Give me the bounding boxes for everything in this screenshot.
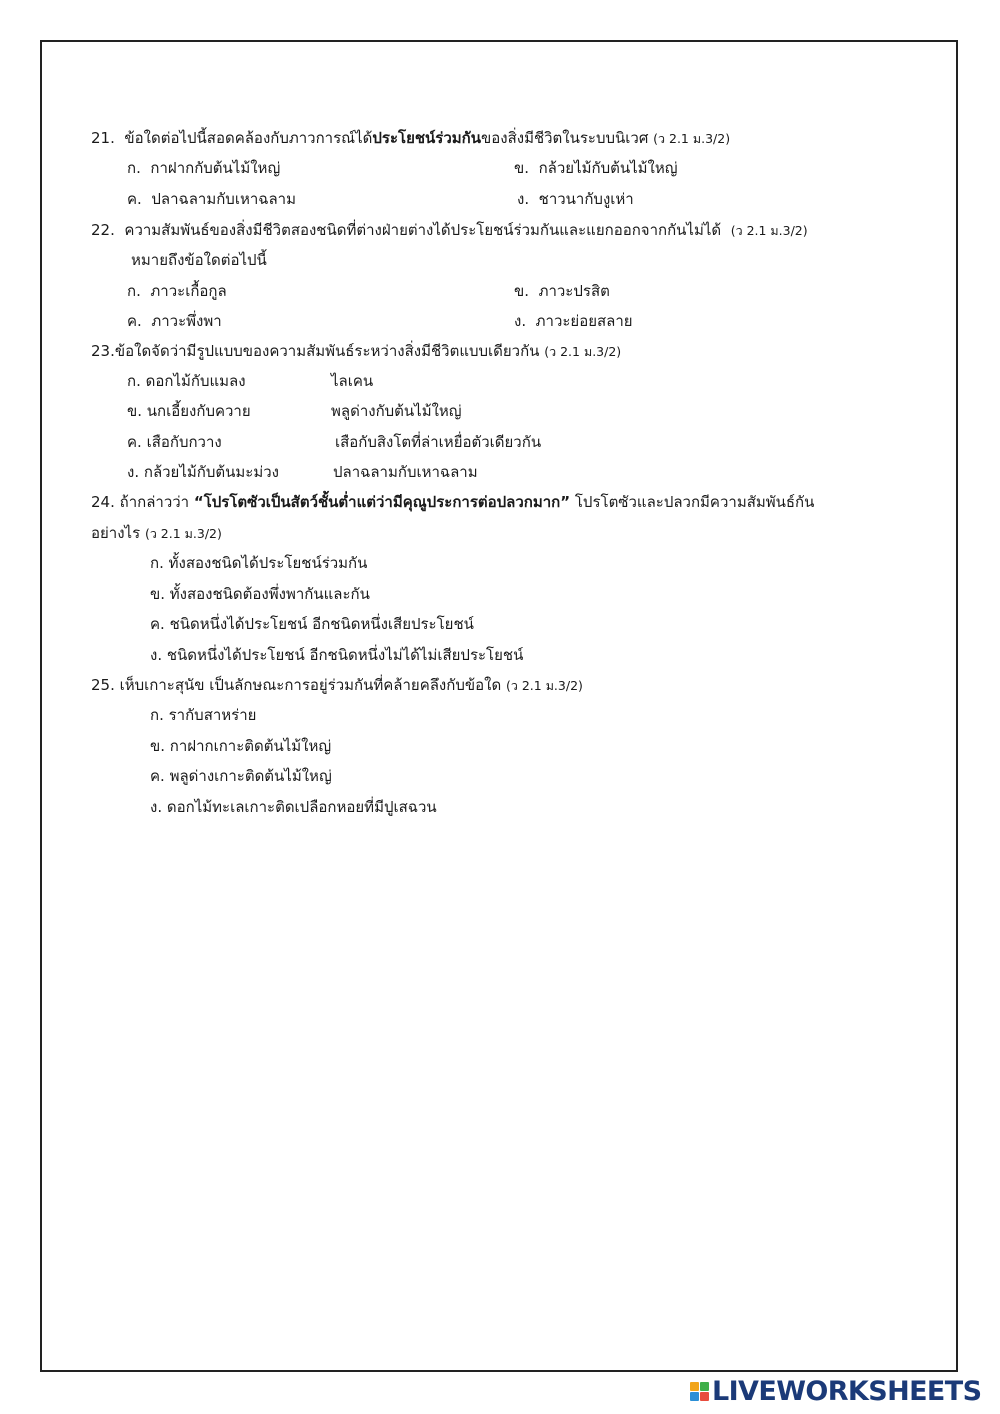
logo-square-4 <box>700 1392 709 1401</box>
question-23-option-a-right: ไลเคน <box>331 372 374 390</box>
logo-square-2 <box>700 1382 709 1391</box>
question-25-option-c[interactable]: ค. พลูด่างเกาะติดต้นไม้ใหญ่ <box>150 767 332 785</box>
question-24-stem: 24. ถ้ากล่าวว่า “โปรโตซัวเป็นสัตว์ชั้นต่ำแต่ว่ามีคุณูประการต่อปลวกมาก” โปรโตซัวและปลวกมีความสัมพันธ์กัน <box>91 493 815 511</box>
question-22-option-a[interactable]: ก. ภาวะเกื้อกูล <box>127 282 227 300</box>
question-24-stem-line2: อย่างไร (ว 2.1 ม.3/2) <box>91 524 222 542</box>
question-22-stem-line2: หมายถึงข้อใดต่อไปนี้ <box>131 251 267 269</box>
question-23-option-c-right: เสือกับสิงโตที่ล่าเหยื่อตัวเดียวกัน <box>335 433 542 451</box>
liveworksheets-logo <box>690 1374 981 1408</box>
question-22-option-b[interactable]: ข. ภาวะปรสิต <box>514 282 610 300</box>
logo-mark-icon <box>690 1382 709 1401</box>
logo-square-1 <box>690 1382 699 1391</box>
question-25-option-b[interactable]: ข. กาฝากเกาะติดต้นไม้ใหญ่ <box>150 737 332 755</box>
question-24-option-b[interactable]: ข. ทั้งสองชนิดต้องพึ่งพากันและกัน <box>150 585 370 603</box>
logo-square-3 <box>690 1392 699 1401</box>
question-21-option-b[interactable]: ข. กล้วยไม้กับต้นไม้ใหญ่ <box>514 159 678 177</box>
question-25-option-d[interactable]: ง. ดอกไม้ทะเลเกาะติดเปลือกหอยที่มีปูเสฉวน <box>150 798 437 816</box>
question-23-option-d-right: ปลาฉลามกับเหาฉลาม <box>333 463 478 481</box>
question-24-option-a[interactable]: ก. ทั้งสองชนิดได้ประโยชน์ร่วมกัน <box>150 554 368 572</box>
question-22-option-c[interactable]: ค. ภาวะพึ่งพา <box>127 312 222 330</box>
question-23-option-c-left[interactable]: ค. เสือกับกวาง <box>127 433 222 451</box>
question-24-option-c[interactable]: ค. ชนิดหนึ่งได้ประโยชน์ อีกชนิดหนึ่งเสียประโยชน์ <box>150 615 474 633</box>
question-23-option-d-left[interactable]: ง. กล้วยไม้กับต้นมะม่วง <box>127 463 279 481</box>
question-23-option-b-left[interactable]: ข. นกเอี้ยงกับควาย <box>127 402 251 420</box>
question-21-option-c[interactable]: ค. ปลาฉลามกับเหาฉลาม <box>127 190 296 208</box>
question-21-option-a[interactable]: ก. กาฝากกับต้นไม้ใหญ่ <box>127 159 281 177</box>
logo-text: LIVEWORKSHEETS <box>712 1375 982 1407</box>
question-23-stem: 23.ข้อใดจัดว่ามีรูปแบบของความสัมพันธ์ระหว่างสิ่งมีชีวิตแบบเดียวกัน (ว 2.1 ม.3/2) <box>91 342 622 360</box>
question-21-option-d[interactable]: ง. ชาวนากับงูเห่า <box>517 190 634 208</box>
question-22-option-d[interactable]: ง. ภาวะย่อยสลาย <box>514 312 633 330</box>
question-21-stem: 21. ข้อใดต่อไปนี้สอดคล้องกับภาวการณ์ได้ประโยชน์ร่วมกันของสิ่งมีชีวิตในระบบนิเวศ (ว 2.1 ม.3/2) <box>91 129 731 147</box>
question-25-option-a[interactable]: ก. รากับสาหร่าย <box>150 706 257 724</box>
question-24-option-d[interactable]: ง. ชนิดหนึ่งได้ประโยชน์ อีกชนิดหนึ่งไม่ได้ไม่เสียประโยชน์ <box>150 646 524 664</box>
question-25-stem: 25. เห็บเกาะสุนัข เป็นลักษณะการอยู่ร่วมกันที่คล้ายคลึงกับข้อใด (ว 2.1 ม.3/2) <box>91 676 583 694</box>
question-23-option-b-right: พลูด่างกับต้นไม้ใหญ่ <box>331 402 462 420</box>
question-23-option-a-left[interactable]: ก. ดอกไม้กับแมลง <box>127 372 246 390</box>
question-22-stem: 22. ความสัมพันธ์ของสิ่งมีชีวิตสองชนิดที่ต่างฝ่ายต่างได้ประโยชน์ร่วมกันและแยกออกจากกันไม่ได้ (ว 2.1 ม.3/2) <box>91 221 808 239</box>
